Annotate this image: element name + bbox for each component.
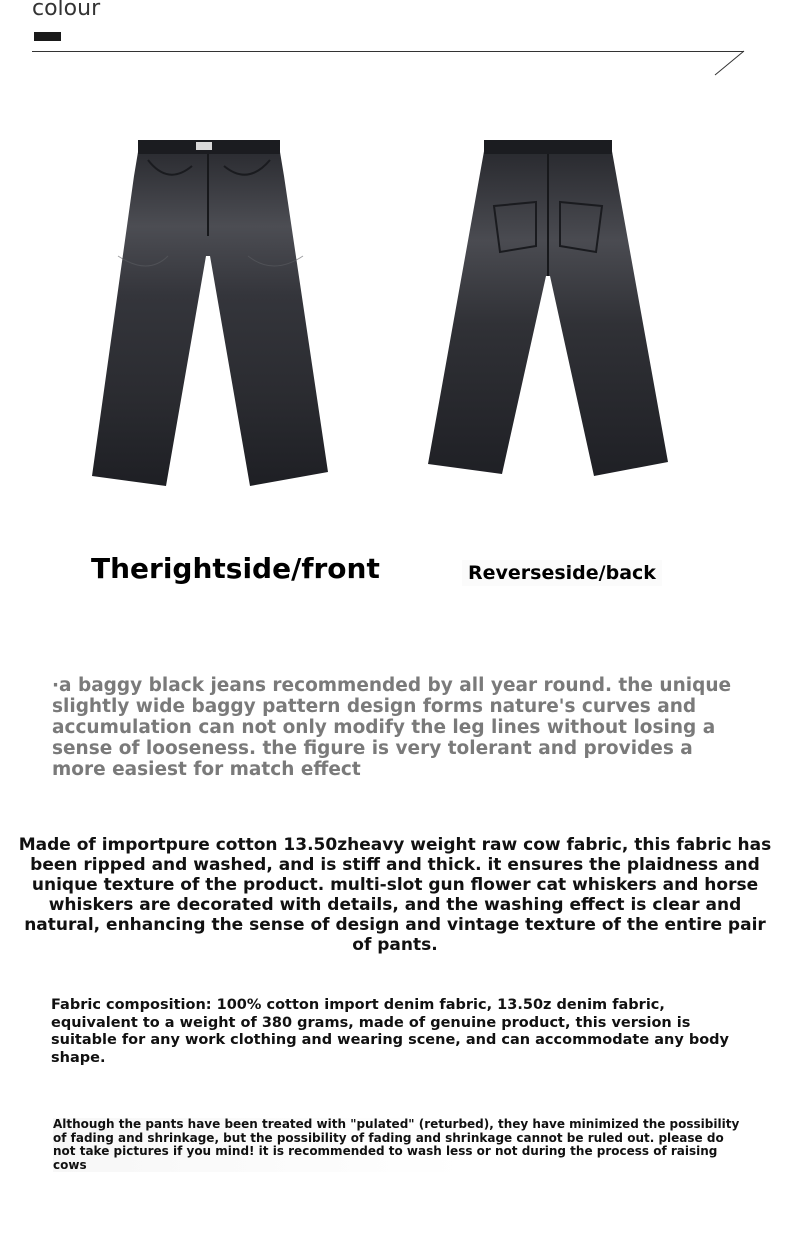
title-marker <box>34 32 61 41</box>
back-label: Reverseside/back <box>462 560 662 586</box>
section-title: colour <box>32 0 101 21</box>
intro-text: ·a baggy black jeans recommended by all year round. the unique slightly wide baggy pattern design forms nature's curves and accumulation can not only modify the leg lines without losing a sense of looseness. the figure is very tolerant and provides a more easiest for match effect <box>52 675 732 780</box>
care-note-text: Although the pants have been treated with "pulated" (returbed), they have minimized the possibility of fading and shrinkage, but the possibility of fading and shrinkage cannot be ruled out. please do not take pictures if you mind! it is recommended to wash less or not during the process of raising cows <box>53 1118 743 1172</box>
header-divider <box>32 51 744 52</box>
divider-diagonal <box>712 50 746 78</box>
material-text: Made of importpure cotton 13.50zheavy weight raw cow fabric, this fabric has been ripped and washed, and is stiff and thick. it ensures the plaidness and unique texture of the product. multi-slot gun flower cat whiskers and horse whiskers are decorated with details, and the washing effect is clear and natural, enhancing the sense of design and vintage texture of the entire pair of pants. <box>18 835 772 955</box>
fabric-composition-text: Fabric composition: 100% cotton import denim fabric, 13.50z denim fabric, equivalent to a weight of 380 grams, made of genuine product, this version is suitable for any work clothing and wearing scene, and can accommodate any body shape. <box>51 997 730 1066</box>
jeans-back-image <box>424 136 672 478</box>
jeans-front-image <box>88 136 334 490</box>
front-label: Therightside/front <box>91 552 380 585</box>
